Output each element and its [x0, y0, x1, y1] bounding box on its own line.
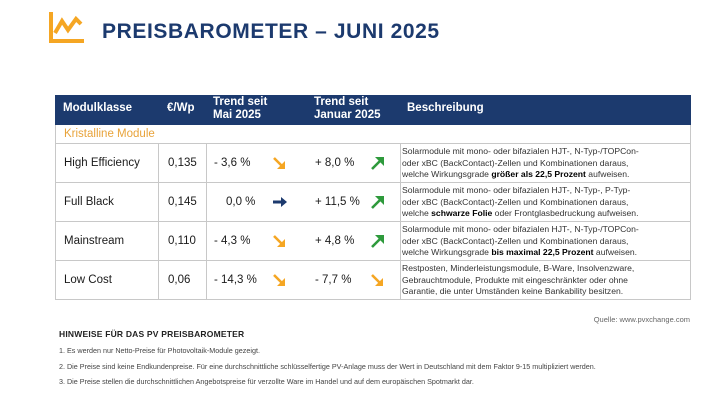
- hints-title: HINWEISE FÜR DAS PV PREISBAROMETER: [59, 329, 245, 339]
- trend-januar-value: + 4,8 %: [315, 235, 355, 247]
- hint-item: 3. Die Preise stellen die durchschnittlichen Angebotspreise für verzollte Ware im Handel und auf dem europäischen Spotmarkt dar.: [59, 377, 474, 386]
- price-value: 0,135: [168, 157, 197, 169]
- col-euro-per-wp: €/Wp: [167, 102, 195, 114]
- trend-januar-value: + 8,0 %: [315, 157, 355, 169]
- table-row: [55, 260, 691, 300]
- arrow-down-right-icon: [272, 233, 288, 249]
- trend-mai-value: - 4,3 %: [214, 235, 251, 247]
- trend-mai-value: 0,0 %: [226, 196, 256, 208]
- col-beschreibung: Beschreibung: [407, 102, 484, 114]
- trend-januar-value: + 11,5 %: [315, 196, 360, 208]
- table-row: [55, 143, 691, 182]
- description: Solarmodule mit mono- oder bifazialen HJT-, N-Typ-/TOPCon- oder xBC (BackContact)-Zellen und Kombinationen daraus, welche Wirkungsgrade bis maximal 22,5 Prozent aufweisen.: [402, 224, 639, 258]
- arrow-up-right-icon: [370, 155, 386, 171]
- arrow-up-right-icon: [370, 233, 386, 249]
- highlight-text: schwarze Folie: [431, 208, 493, 219]
- module-class: Mainstream: [64, 235, 125, 247]
- category-label: Kristalline Module: [55, 125, 691, 143]
- arrow-down-right-icon: [370, 272, 386, 288]
- highlight-text: bis maximal 22,5 Prozent: [491, 247, 594, 258]
- arrow-right-icon: [272, 194, 288, 210]
- highlight-text: größer als 22,5 Prozent: [491, 169, 586, 180]
- description: Solarmodule mit mono- oder bifazialen HJT-, N-Typ-, P-Typ- oder xBC (BackContact)-Zellen und Kombinationen daraus, welche schwarze Folie oder Frontglasbedruckung aufweisen.: [402, 185, 639, 219]
- module-class: High Efficiency: [64, 157, 140, 169]
- price-value: 0,145: [168, 196, 197, 208]
- trend-mai-value: - 14,3 %: [214, 274, 257, 286]
- price-value: 0,06: [168, 274, 191, 286]
- arrow-up-right-icon: [370, 194, 386, 210]
- col-trend-januar: Trend seit Januar 2025: [314, 96, 381, 121]
- hint-item: 1. Es werden nur Netto-Preise für Photovoltaik-Module gezeigt.: [59, 346, 260, 355]
- table-row: [55, 221, 691, 260]
- module-class: Full Black: [64, 196, 114, 208]
- page-title: PREISBAROMETER – JUNI 2025: [102, 20, 440, 43]
- trend-chart-logo-icon: [48, 10, 86, 44]
- source-note: Quelle: www.pvxchange.com: [593, 315, 690, 324]
- price-table: [55, 95, 691, 300]
- table-row: [55, 182, 691, 221]
- trend-mai-value: - 3,6 %: [214, 157, 251, 169]
- arrow-down-right-icon: [272, 155, 288, 171]
- col-modulklasse: Modulklasse: [63, 102, 133, 114]
- module-class: Low Cost: [64, 274, 112, 286]
- description: Restposten, Minderleistungsmodule, B-Ware, Insolvenzware, Gebrauchtmodule, Produkte mit eingeschränkter oder ohne Garantie, die unter Umständen keine Bankability besitzen.: [402, 263, 635, 297]
- arrow-down-right-icon: [272, 272, 288, 288]
- col-trend-mai: Trend seit Mai 2025: [213, 96, 268, 121]
- price-value: 0,110: [168, 235, 196, 247]
- table-header: [55, 95, 691, 125]
- description: Solarmodule mit mono- oder bifazialen HJT-, N-Typ-/TOPCon- oder xBC (BackContact)-Zellen und Kombinationen daraus, welche Wirkungsgrade größer als 22,5 Prozent aufweisen.: [402, 146, 639, 180]
- trend-januar-value: - 7,7 %: [315, 274, 352, 286]
- hint-item: 2. Die Preise sind keine Endkundenpreise. Für eine durchschnittliche schlüsselfertige PV-Anlage muss der Wert in Deutschland mit dem Faktor 9-15 multipliziert werden.: [59, 362, 596, 371]
